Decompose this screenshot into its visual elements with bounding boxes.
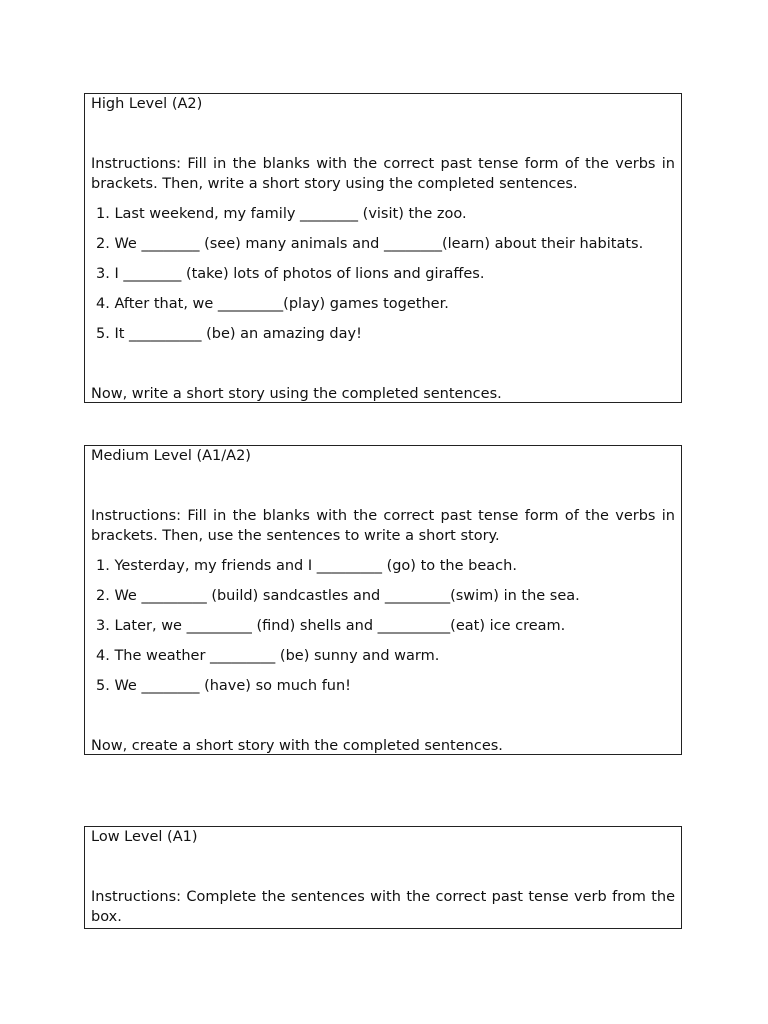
medium-level-section [84,445,682,755]
low-level-title: Low Level (A1) [91,829,198,845]
high-level-sentence-list [91,204,675,344]
spacer [91,114,675,154]
low-level-section [84,826,682,929]
spacer [91,466,675,506]
list-item: 1. Last weekend, my family ________ (visit) the zoo. [96,206,467,222]
spacer [91,194,675,204]
list-item: 3. Later, we _________ (find) shells and __________(eat) ice cream. [96,618,566,634]
list-item: 4. After that, we _________(play) games together. [96,296,449,312]
list-item: 3. I ________ (take) lots of photos of lions and giraffes. [96,266,485,282]
spacer [91,847,675,887]
medium-level-instructions: Instructions: Fill in the blanks with the correct past tense form of the verbs in brackets. Then, use the sentences to write a short story. [91,508,675,544]
medium-level-closing: Now, create a short story with the completed sentences. [91,738,503,754]
list-item: 4. The weather _________ (be) sunny and warm. [96,648,440,664]
list-item: 5. We ________ (have) so much fun! [96,678,351,694]
list-item: 2. We ________ (see) many animals and ________(learn) about their habitats. [96,236,644,252]
high-level-section [84,93,682,403]
spacer [91,354,675,384]
high-level-closing: Now, write a short story using the completed sentences. [91,386,502,402]
spacer [91,706,675,736]
high-level-instructions: Instructions: Fill in the blanks with the correct past tense form of the verbs in brackets. Then, write a short story using the completed sentences. [91,156,675,192]
spacer [91,546,675,556]
list-item: 2. We _________ (build) sandcastles and _________(swim) in the sea. [96,588,580,604]
medium-level-title: Medium Level (A1/A2) [91,448,251,464]
medium-level-sentence-list [91,556,675,696]
list-item: 1. Yesterday, my friends and I _________ (go) to the beach. [96,558,517,574]
high-level-title: High Level (A2) [91,96,203,112]
list-item: 5. It __________ (be) an amazing day! [96,326,362,342]
low-level-instructions: Instructions: Complete the sentences with the correct past tense verb from the box. [91,889,675,925]
